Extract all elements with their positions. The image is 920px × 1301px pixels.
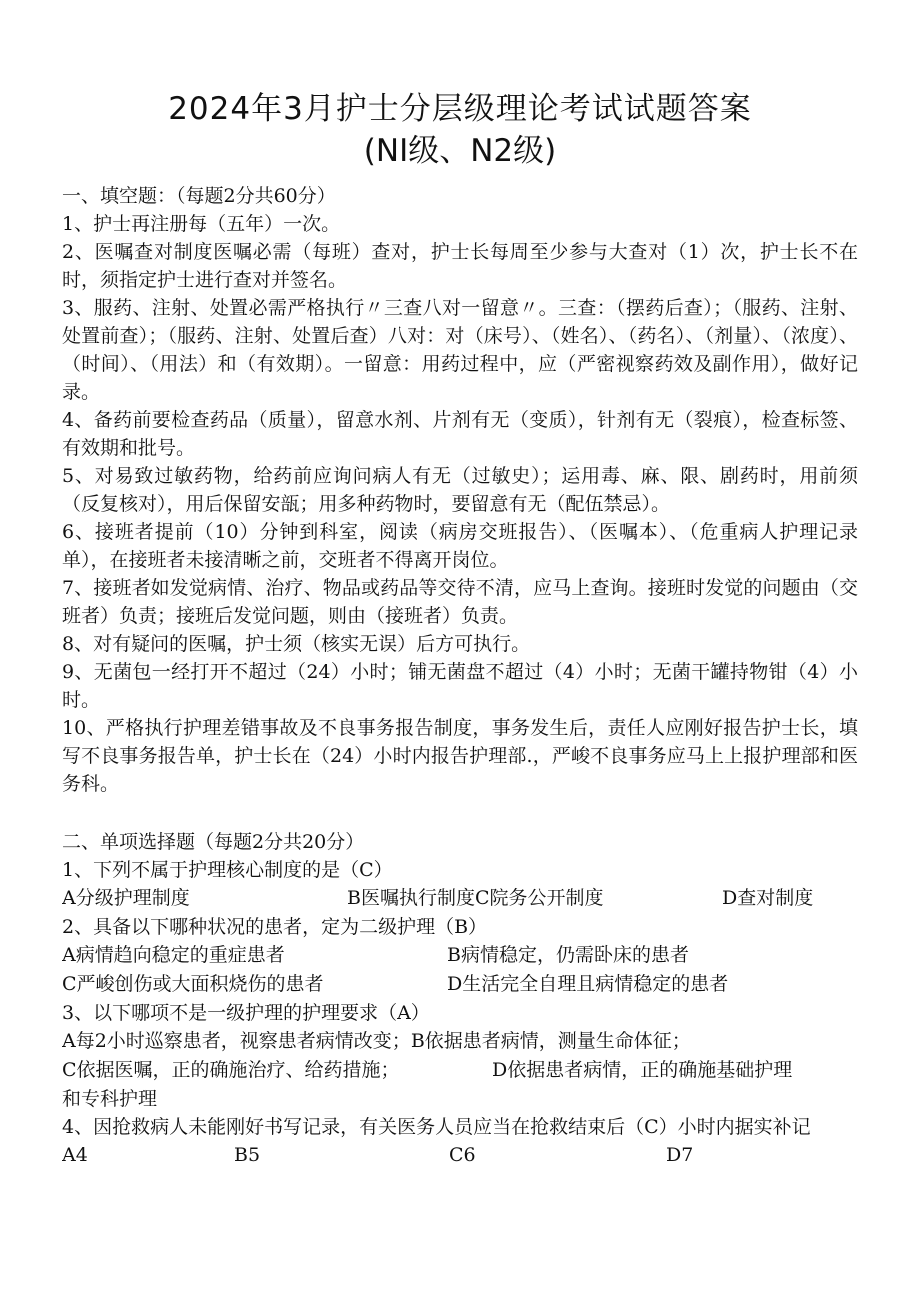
choice-options-2a xyxy=(62,941,858,970)
section-single-choice-heading: 二、单项选择题（每题2分共20分） xyxy=(62,831,365,853)
option-c: C依据医嘱，正的确施治疗、给药措施； xyxy=(62,1059,400,1081)
fill-blank-item-10: 10、严格执行护理差错事故及不良事务报告制度，事务发生后，责任人应刚好报告护士长，填写不良事务报告单，护士长在（24）小时内报告护理部.，严峻不良事务应马上上报护理部和医务科。 xyxy=(62,717,858,795)
option-d: D依据患者病情，正的确施基础护理 xyxy=(492,1059,793,1081)
fill-blank-item-8: 8、对有疑问的医嘱，护士须（核实无误）后方可执行。 xyxy=(62,633,531,655)
option-a: A4 xyxy=(62,1144,88,1166)
option-d: D生活完全自理且病情稳定的患者 xyxy=(447,973,729,995)
option-b: B病情稳定，仍需卧床的患者 xyxy=(447,944,689,966)
choice-options-3b xyxy=(62,1056,858,1085)
fill-blank-item-2: 2、医嘱查对制度医嘱必需（每班）查对，护士长每周至少参与大查对（1）次，护士长不在时，须指定护士进行查对并签名。 xyxy=(62,241,858,291)
document-subtitle: (NI级、N2级) xyxy=(363,133,557,169)
choice-options-2b xyxy=(62,970,858,999)
choice-question-3: 3、以下哪项不是一级护理的护理要求（A） xyxy=(62,1002,430,1024)
choice-question-4: 4、因抢救病人未能刚好书写记录，有关医务人员应当在抢救结束后（C）小时内据实补记 xyxy=(62,1116,811,1138)
option-c: C严峻创伤或大面积烧伤的患者 xyxy=(62,973,324,995)
fill-blank-item-1: 1、护士再注册每（五年）一次。 xyxy=(62,213,341,235)
fill-blank-item-6: 6、接班者提前（10）分钟到科室，阅读（病房交班报告）、（医嘱本）、（危重病人护理记录单），在接班者未接清晰之前，交班者不得离开岗位。 xyxy=(62,521,858,571)
document-title: 2024年3月护士分层级理论考试试题答案 xyxy=(168,91,752,127)
choice-options-1 xyxy=(62,884,858,913)
choice-question-2: 2、具备以下哪种状况的患者，定为二级护理（B） xyxy=(62,916,488,938)
choice-question-1: 1、下列不属于护理核心制度的是（C） xyxy=(62,859,393,881)
option-a: A每2小时巡察患者，视察患者病情改变； xyxy=(62,1030,411,1052)
option-b-c: B医嘱执行制度C院务公开制度 xyxy=(347,887,604,909)
fill-blank-item-4: 4、备药前要检查药品（质量），留意水剂、片剂有无（变质），针剂有无（裂痕），检查标签、有效期和批号。 xyxy=(62,409,858,459)
option-d: D查对制度 xyxy=(722,887,814,909)
choice-options-3-continuation: 和专科护理 xyxy=(62,1088,158,1110)
fill-blank-item-7: 7、接班者如发觉病情、治疗、物品或药品等交待不清，应马上查询。接班时发觉的问题由（交班者）负责；接班后发觉问题，则由（接班者）负责。 xyxy=(62,577,858,627)
fill-blank-item-9: 9、无菌包一经打开不超过（24）小时；铺无菌盘不超过（4）小时；无菌干罐持物钳（4）小时。 xyxy=(62,661,858,711)
section-fill-blank-heading: 一、填空题：（每题2分共60分） xyxy=(62,185,336,207)
option-b: B5 xyxy=(234,1144,261,1166)
fill-blank-item-5: 5、对易致过敏药物，给药前应询问病人有无（过敏史）；运用毒、麻、限、剧药时，用前须（反复核对），用后保留安瓿；用多种药物时，要留意有无（配伍禁忌）。 xyxy=(62,465,858,515)
option-d: D7 xyxy=(666,1144,694,1166)
option-c: C6 xyxy=(449,1144,476,1166)
option-a: A病情趋向稳定的重症患者 xyxy=(62,944,285,966)
choice-options-3a xyxy=(62,1027,858,1056)
fill-blank-item-3: 3、服药、注射、处置必需严格执行〃三查八对一留意〃。三查：（摆药后查）；（服药、注射、处置前查）；（服药、注射、处置后查）八对：对（床号）、（姓名）、（药名）、（剂量）、（浓度）、（时间）、（用法）和（有效期）。一留意：用药过程中，应（严密视察药效及副作用），做好记录。 xyxy=(62,297,858,403)
option-b: B依据患者病情，测量生命体征； xyxy=(410,1030,691,1052)
choice-options-4 xyxy=(62,1141,858,1170)
option-a: A分级护理制度 xyxy=(62,887,190,909)
